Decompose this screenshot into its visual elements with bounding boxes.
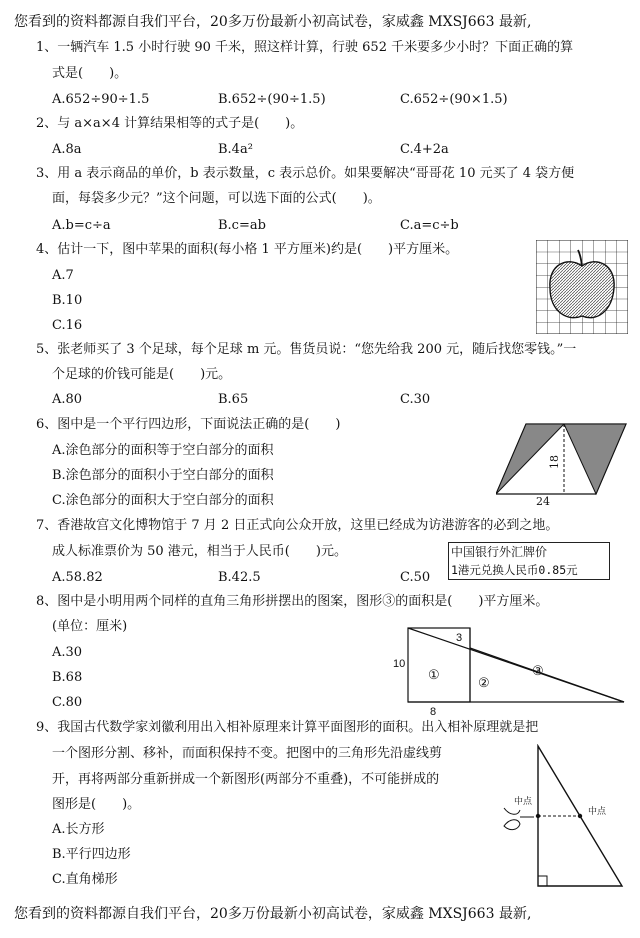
q7-stem-line1: 7、香港故宫文化博物馆于 7 月 2 日正式向公众开放，这里已经成为访港游客的必到之地。 (36, 518, 559, 533)
exchange-rate-line2: 1港元兑换人民币0.85元 (451, 563, 578, 577)
q7-option-b: B.42.5 (218, 570, 261, 585)
scissors-icon (504, 808, 534, 830)
q8-stem-line1: 8、图中是小明用两个同样的直角三角形拼摆出的图案，图形③的面积是( )平方厘米。 (36, 594, 549, 609)
q5-option-a: A.80 (52, 392, 83, 407)
q8-option-c: C.80 (52, 695, 83, 710)
two-triangles-figure (406, 626, 628, 706)
q9-midpoint-label-left: 中点 (514, 797, 533, 807)
q2-option-a: A.8a (52, 142, 82, 157)
apple-grid-figure (536, 240, 628, 334)
q9-midpoint-label-right: 中点 (588, 807, 607, 817)
q1-option-c: C.652÷(90×1.5) (400, 92, 508, 107)
q8-label-bottom: 8 (430, 706, 437, 718)
q9-stem-line4: 图形是( )。 (52, 797, 141, 812)
q4-stem: 4、估计一下，图中苹果的面积(每小格 1 平方厘米)约是( )平方厘米。 (36, 242, 459, 257)
footer-watermark: 您看到的资料都源自我们平台，20多万份最新小初高试卷，家威鑫 MXSJ663 最新, (14, 906, 532, 922)
q8-stem-line2: (单位：厘米) (52, 619, 128, 634)
q7-option-a: A.58.82 (52, 570, 103, 585)
q9-stem-line1: 9、我国古代数学家刘徽利用出入相补原理来计算平面图形的面积。出入相补原理就是把 (36, 720, 539, 735)
q1-option-a: A.652÷90÷1.5 (52, 92, 150, 107)
q8-option-a: A.30 (52, 645, 83, 660)
q1-stem-line1: 1、一辆汽车 1.5 小时行驶 90 千米，照这样计算，行驶 652 千米要多少小时？下面正确的算 (36, 40, 574, 55)
q3-option-c: C.a=c÷b (400, 218, 459, 233)
q8-label-top: 3 (456, 632, 463, 644)
q4-option-a: A.7 (52, 268, 74, 283)
q5-option-b: B.65 (218, 392, 249, 407)
q6-stem: 6、图中是一个平行四边形，下面说法正确的是( ) (36, 417, 341, 432)
q5-stem-line2: 个足球的价钱可能是( )元。 (52, 367, 232, 382)
q2-stem: 2、与 a×a×4 计算结果相等的式子是( )。 (36, 116, 304, 131)
q4-option-c: C.16 (52, 318, 83, 333)
q7-stem-line2: 成人标准票价为 50 港元，相当于人民币( )元。 (52, 544, 347, 559)
q6-base-label: 24 (536, 495, 550, 508)
q1-option-b: B.652÷(90÷1.5) (218, 92, 326, 107)
q9-option-b: B.平行四边形 (52, 847, 131, 862)
q2-option-c: C.4+2a (400, 142, 449, 157)
q3-option-b: B.c=ab (218, 218, 266, 233)
q6-option-a: A.涂色部分的面积等于空白部分的面积 (52, 443, 274, 458)
q6-option-c: C.涂色部分的面积大于空白部分的面积 (52, 493, 274, 508)
right-triangle-figure (498, 744, 628, 890)
q8-region-2: ② (478, 676, 490, 691)
q8-option-b: B.68 (52, 670, 83, 685)
exchange-rate-line1: 中国银行外汇牌价 (451, 545, 548, 559)
q9-stem-line3: 开，再将两部分重新拼成一个新图形(两部分不重叠)，不可能拼成的 (52, 772, 440, 787)
q6-option-b: B.涂色部分的面积小于空白部分的面积 (52, 468, 274, 483)
q2-option-b: B.4a² (218, 142, 253, 157)
q5-stem-line1: 5、张老师买了 3 个足球，每个足球 m 元。售货员说：“您先给我 200 元，随后找您零钱。”一 (36, 342, 577, 357)
q9-stem-line2: 一个图形分割、移补，而面积保持不变。把图中的三角形先沿虚线剪 (52, 746, 443, 761)
q3-option-a: A.b=c÷a (52, 218, 111, 233)
q8-region-3: ③ (532, 664, 544, 679)
q1-stem-line2: 式是( )。 (52, 66, 128, 81)
header-top-watermark: 您看到的资料都源自我们平台，20多万份最新小初高试卷，家威鑫 MXSJ663 最新, (14, 14, 532, 30)
q8-label-left: 10 (393, 658, 406, 670)
exchange-rate-box (448, 542, 610, 580)
q9-option-a: A.长方形 (52, 822, 105, 837)
q4-option-b: B.10 (52, 293, 83, 308)
q8-region-1: ① (428, 668, 440, 683)
q9-option-c: C.直角梯形 (52, 872, 118, 887)
q3-stem-line2: 面，每袋多少元？”这个问题，可以选下面的公式( )。 (52, 191, 381, 206)
q6-height-label: 18 (548, 455, 561, 469)
q3-stem-line1: 3、用 a 表示商品的单价，b 表示数量，c 表示总价。如果要解决“哥哥花 10 元买了 4 袋方便 (36, 166, 575, 181)
q5-option-c: C.30 (400, 392, 431, 407)
q7-option-c: C.50 (400, 570, 431, 585)
